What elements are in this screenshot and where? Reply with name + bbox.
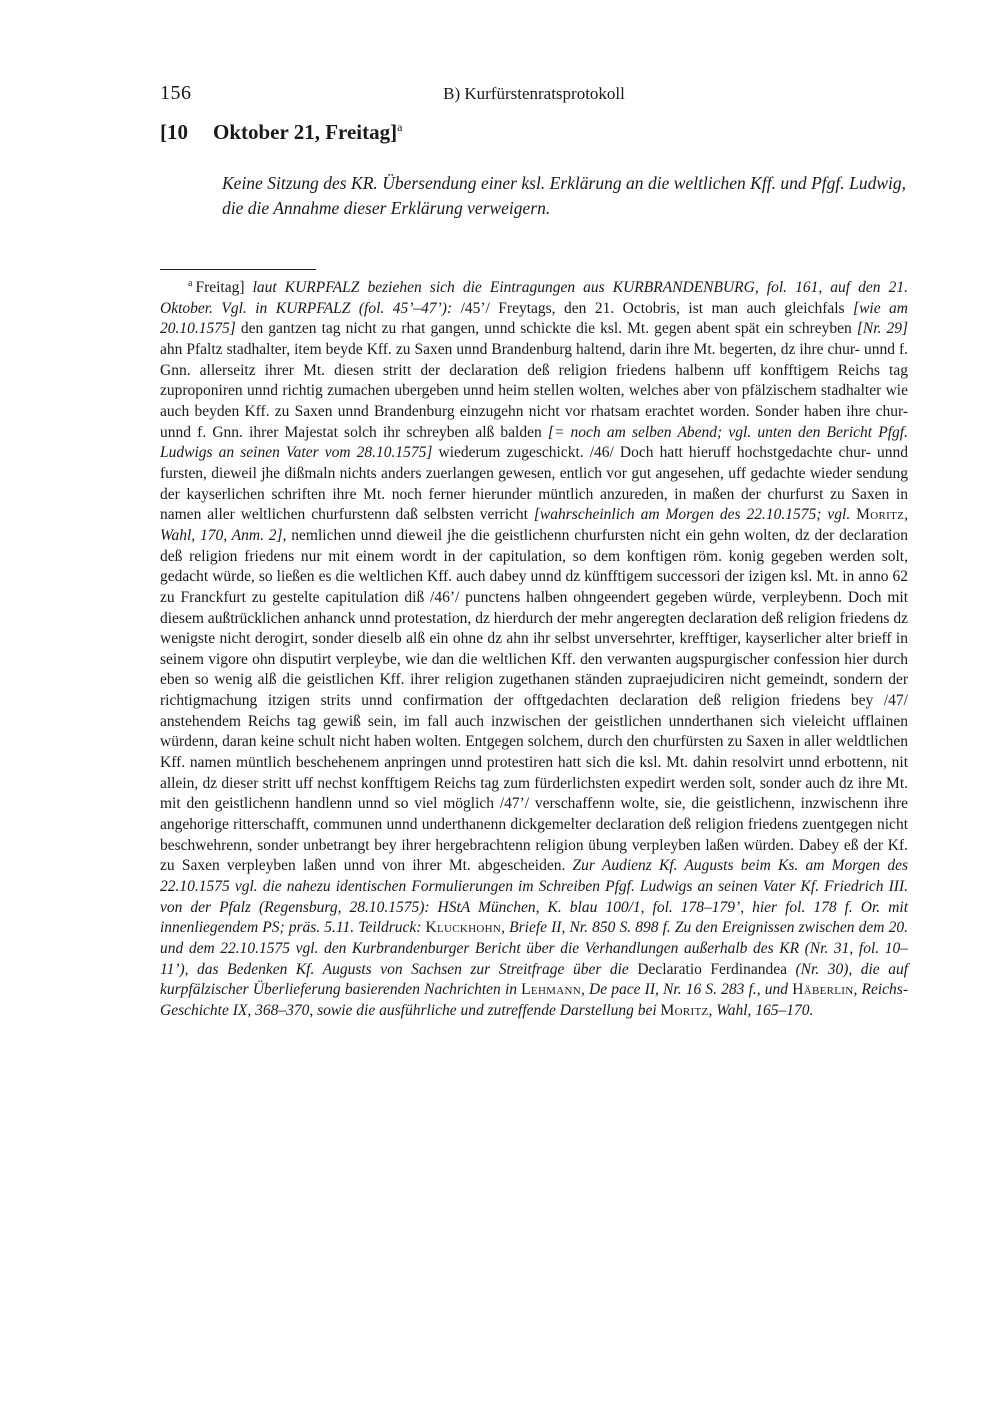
footnote-mark: a [188,277,193,289]
footnote-text: Freitag] laut KURPFALZ beziehen sich die Eintragungen aus KURBRANDENBURG, fol. 161, auf den 21. Oktober. Vgl. in KURPFALZ (fol. 45’–47’): /45’/ Freytags, den 21. Octobris, ist man auch gleichfals [wie am 20.10.1575] den gantzen tag nicht zu rhat gangen, unnd schickte die ksl. Mt. gegen abent spät ein schreyben [Nr. 29] ahn Pfaltz stadhalter, item beyde Kff. zu Saxen unnd Brandenburg haltend, darin ihre Mt. begerten, dz ihre chur- unnd f. Gnn. allerseitz ihrer Mt. diesen stritt der declaration deß religion friedens halbenn uff konfftigem Reichs tag zuproponiren unnd richtig zumachen ubergeben unnd heim stellen wolten, welches aber von pfälzischem stadhalter wie auch beyden Kff. zu Saxen unnd Brandenburg einzugehn nicht vor rhatsam erachtet worden. Sonder haben ihre chur- unnd f. Gnn. ihrer Majestat solch ihr schreyben alß balden [= noch am selben Abend; vgl. unten den Bericht Pfgf. Ludwigs an seinen Vater vom 28.10.1575] wiederum zugeschickt. /46/ Doch hatt hieruff hochstgedachte chur- unnd fursten, dieweil jhe dißmaln nichts anders zuerlangen gewesen, entlich vor gut angesehen, uff gedachte wieder sendung der kayserlichen schriften ihre Mt. noch ferner hierunder müntlich anzureden, in maßen der churfurst zu Saxen in namen aller weltlichen churfurstenn daß selbsten verricht [wahrscheinlich am Morgen des 22.10.1575; vgl. Moritz, Wahl, 170, Anm. 2], nemlichen unnd dieweil jhe die geistlichenn churfursten nicht ein gehn wolten, dz der declaration deß religion friedens nur mit einem wordt in der capitulation, so dem konftigen röm. konig gegeben werden solt, gedacht würde, so ließen es die weltlichen Kff. auch dabey unnd dz künfftigem successori der izigen ksl. Mt. in anno 62 zu Franckfurt zu gestelte capitulation diß /46’/ punctens halben ohngeendert gegeben würde, verpleybenn. Doch mit diesem außtrücklichen anhanck unnd protestation, dz hierdurch der mehr angeregten declaration deß religion friedens dz wenigste nicht derogirt, sonder dieselb alß ein ohne dz ahn ihr selbst unversehrter, krefftiger, kayserlicher alter brieff in seinem vigore ohn disputirt verpleybe, wie dan die weltlichen Kff. den verwanten augspurgischer confession hier durch eben so wenig alß die geistlichen Kff. ihrer religion zugethanen ständen zupraejudiciren nicht gemeindt, sondern der richtigmachung itzigen strits unnd confirmation der offtgedachten declaration deß religion friedens bey /47/ anstehendem Reichs tag gewiß sein, im fall auch inzwischen der geistlichen unnderthanen sich vieleicht ufflainen würdenn, daran keine schult nicht haben wolten. Entgegen solchem, durch den churfürsten zu Saxen in aller weldtlichen Kff. namen müntlich beschehenem anpringen unnd protestiren hatt sich die ksl. Mt. dahin resolvirt unnd erbottenn, nit allein, dz dieser stritt uff nechst konfftigem Reichs tag zum fürderlichsten expedirt werden solt, sonder auch dz ihre Mt. mit den geistlichenn handlenn unnd so viel möglich /47’/ verschaffenn wolte, sie, die geistlichenn, inzwischenn ihre angehorige ritterschafft, communen unnd underthanenn dickgemelter declaration deß religion friedens zuentgegen nicht beschwehrenn, sonder unbetrangt bey ihrer hergebrachtenn religion übung verpleyben laßen würden. Dabey eß der Kf. zu Saxen verpleyben laßen unnd von ihrer Mt. abgescheiden. Zur Audienz Kf. Augusts beim Ks. am Morgen des 22.10.1575 vgl. die nahezu identischen Formulierungen im Schreiben Pfgf. Ludwigs an seinen Vater Kf. Friedrich III. von der Pfalz (Regensburg, 28.10.1575): HStA München, K. blau 100/1, fol. 178–179’, hier fol. 178 f. Or. mit innenliegendem PS; präs. 5.11. Teildruck: Kluckhohn, Briefe II, Nr. 850 S. 898 f. Zu den Ereignissen zwischen dem 20. und dem 22.10.1575 vgl. den Kurbrandenburger Bericht über die Verhandlungen außerhalb des KR (Nr. 31, fol. 10–11’), das Bedenken Kf. Augusts von Sachsen zur Streitfrage über die Declaratio Ferdinandea (Nr. 30), die auf kurpfälzischer Überlieferung basierenden Nachrichten in Lehmann, De pace II, Nr. 16 S. 283 f., und Häberlin, Reichs-Geschichte IX, 368–370, sowie die ausführliche und zutreffende Darstellung bei Moritz, Wahl, 165–170. [160,279,909,1019]
footnote-separator [160,269,316,270]
running-head: B) Kurfürstenratsprotokoll [443,84,625,103]
entry-number: [10 [160,120,188,144]
entry-note-mark: a [397,120,403,134]
page-header [160,82,908,106]
entry-summary: Keine Sitzung des KR. Übersendung einer ksl. Erklärung an die weltlichen Kff. und Pfgf. Ludwig, die die Annahme dieser Erklärung verweigern. [222,173,906,218]
page-number: 156 [160,82,192,104]
entry-title: Oktober 21, Freitag] [213,120,398,144]
footnote [160,278,908,1022]
entry-heading [160,120,908,145]
